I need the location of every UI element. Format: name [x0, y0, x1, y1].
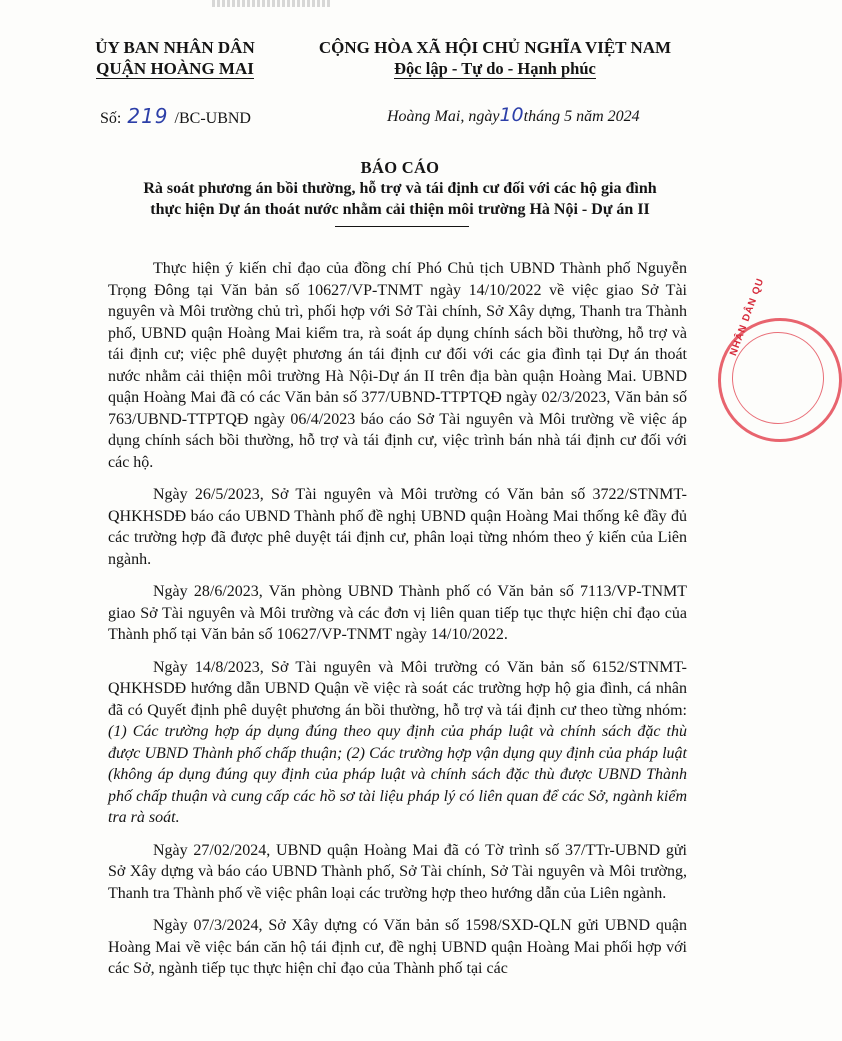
doc-number-suffix: /BC-UBND — [174, 110, 251, 127]
national-motto: Độc lập - Tự do - Hạnh phúc — [394, 59, 596, 78]
authority-line-1: ỦY BAN NHÂN DÂN — [95, 38, 255, 57]
official-seal-text: NHÂN DÂN QU — [728, 276, 767, 358]
report-subtitle-line-1: Rà soát phương án bồi thường, hỗ trợ và tái định cư đối với các hộ gia đình — [143, 180, 657, 197]
national-header — [300, 37, 690, 79]
report-subtitle-line-2: thực hiện Dự án thoát nước nhằm cải thiện môi trường Hà Nội - Dự án II — [150, 201, 650, 218]
title-underline — [335, 226, 469, 227]
paragraph-4-lead: Ngày 14/8/2023, Sở Tài nguyên và Môi trường có Văn bản số 6152/STNMT-QHKHSDĐ hướng dẫn UBND Quận về việc rà soát các trường hợp hộ gia đình, cá nhân đã có Quyết định phê duyệt phương án bồi thường, hỗ trợ và tái định cư theo từng nhóm: — [108, 658, 687, 719]
report-title: BÁO CÁO — [360, 158, 440, 177]
official-seal-inner-ring — [732, 332, 824, 424]
national-title: CỘNG HÒA XÃ HỘI CHỦ NGHĨA VIỆT NAM — [318, 38, 672, 57]
authority-line-2: QUẬN HOÀNG MAI — [96, 59, 254, 78]
paragraph-2: Ngày 26/5/2023, Sở Tài nguyên và Môi trường có Văn bản số 3722/STNMT-QHKHSDĐ báo cáo UBND Thành phố đề nghị UBND quận Hoàng Mai thống kê đầy đủ các trường hợp đã được phê duyệt tái định cư, phân loại từng nhóm theo ý kiến của Liên ngành. — [108, 486, 687, 568]
scan-artifact — [212, 0, 332, 7]
issuing-authority — [70, 37, 280, 79]
report-title-block — [100, 157, 700, 220]
date-after: tháng 5 năm 2024 — [523, 108, 640, 125]
report-body — [108, 258, 687, 987]
paragraph-4 — [108, 657, 687, 829]
doc-number-handwritten: 219 — [127, 104, 169, 128]
date-day-handwritten: 10 — [499, 104, 524, 126]
doc-number-prefix: Số: — [100, 110, 122, 127]
date-before: Hoàng Mai, ngày — [387, 108, 500, 125]
document-number — [100, 104, 251, 128]
paragraph-5: Ngày 27/02/2024, UBND quận Hoàng Mai đã có Tờ trình số 37/TTr-UBND gửi Sở Xây dựng và báo cáo UBND Thành phố, Sở Tài chính, Sở Tài nguyên và Môi trường, Thanh tra Thành phố về việc phân loại các trường hợp theo hướng dẫn của Liên ngành. — [108, 841, 687, 902]
paragraph-4-italic: (1) Các trường hợp áp dụng đúng theo quy định của pháp luật và chính sách đặc thù được UBND Thành phố chấp thuận; (2) Các trường hợp vận dụng quy định của pháp luật (không áp dụng đúng quy định của pháp luật và chính sách đặc thù được UBND Thành phố chấp thuận và cung cấp các hồ sơ tài liệu pháp lý có liên quan để các Sở, ngành kiểm tra rà soát. — [108, 723, 687, 826]
paragraph-6: Ngày 07/3/2024, Sở Xây dựng có Văn bản số 1598/SXD-QLN gửi UBND quận Hoàng Mai về việc bán căn hộ tái định cư, đề nghị UBND quận Hoàng Mai phối hợp với các Sở, ngành tiếp tục thực hiện chỉ đạo của Thành phố tại các — [108, 917, 687, 977]
paragraph-3: Ngày 28/6/2023, Văn phòng UBND Thành phố có Văn bản số 7113/VP-TNMT giao Sở Tài nguyên và Môi trường và các đơn vị liên quan tiếp tục thực hiện chỉ đạo của Thành phố tại Văn bản số 10627/VP-TNMT ngày 14/10/2022. — [108, 583, 687, 643]
paragraph-1: Thực hiện ý kiến chỉ đạo của đồng chí Phó Chủ tịch UBND Thành phố Nguyễn Trọng Đông tại Văn bản số 10627/VP-TNMT ngày 14/10/2022 về việc giao Sở Tài nguyên và Môi trường chủ trì, phối hợp với Sở Tài chính, Sở Xây dựng, Thanh tra Thành phố, UBND quận Hoàng Mai kiểm tra, rà soát áp dụng chính sách bồi thường, hỗ trợ và tái định cư; việc phê duyệt phương án tái định cư đối với các gia đình tại Dự án thoát nước nhằm cải thiện môi trường Hà Nội-Dự án II trên địa bàn quận Hoàng Mai. UBND quận Hoàng Mai đã có các Văn bản số 377/UBND-TTPTQĐ ngày 02/3/2023, Văn bản số 763/UBND-TTPTQĐ ngày 06/4/2023 báo cáo Sở Tài nguyên và Môi trường về việc áp dụng chính sách bồi thường, hỗ trợ và tái định cư, việc trình bán nhà tái định cư đối với các hộ. — [108, 260, 687, 471]
date-line — [387, 104, 640, 126]
